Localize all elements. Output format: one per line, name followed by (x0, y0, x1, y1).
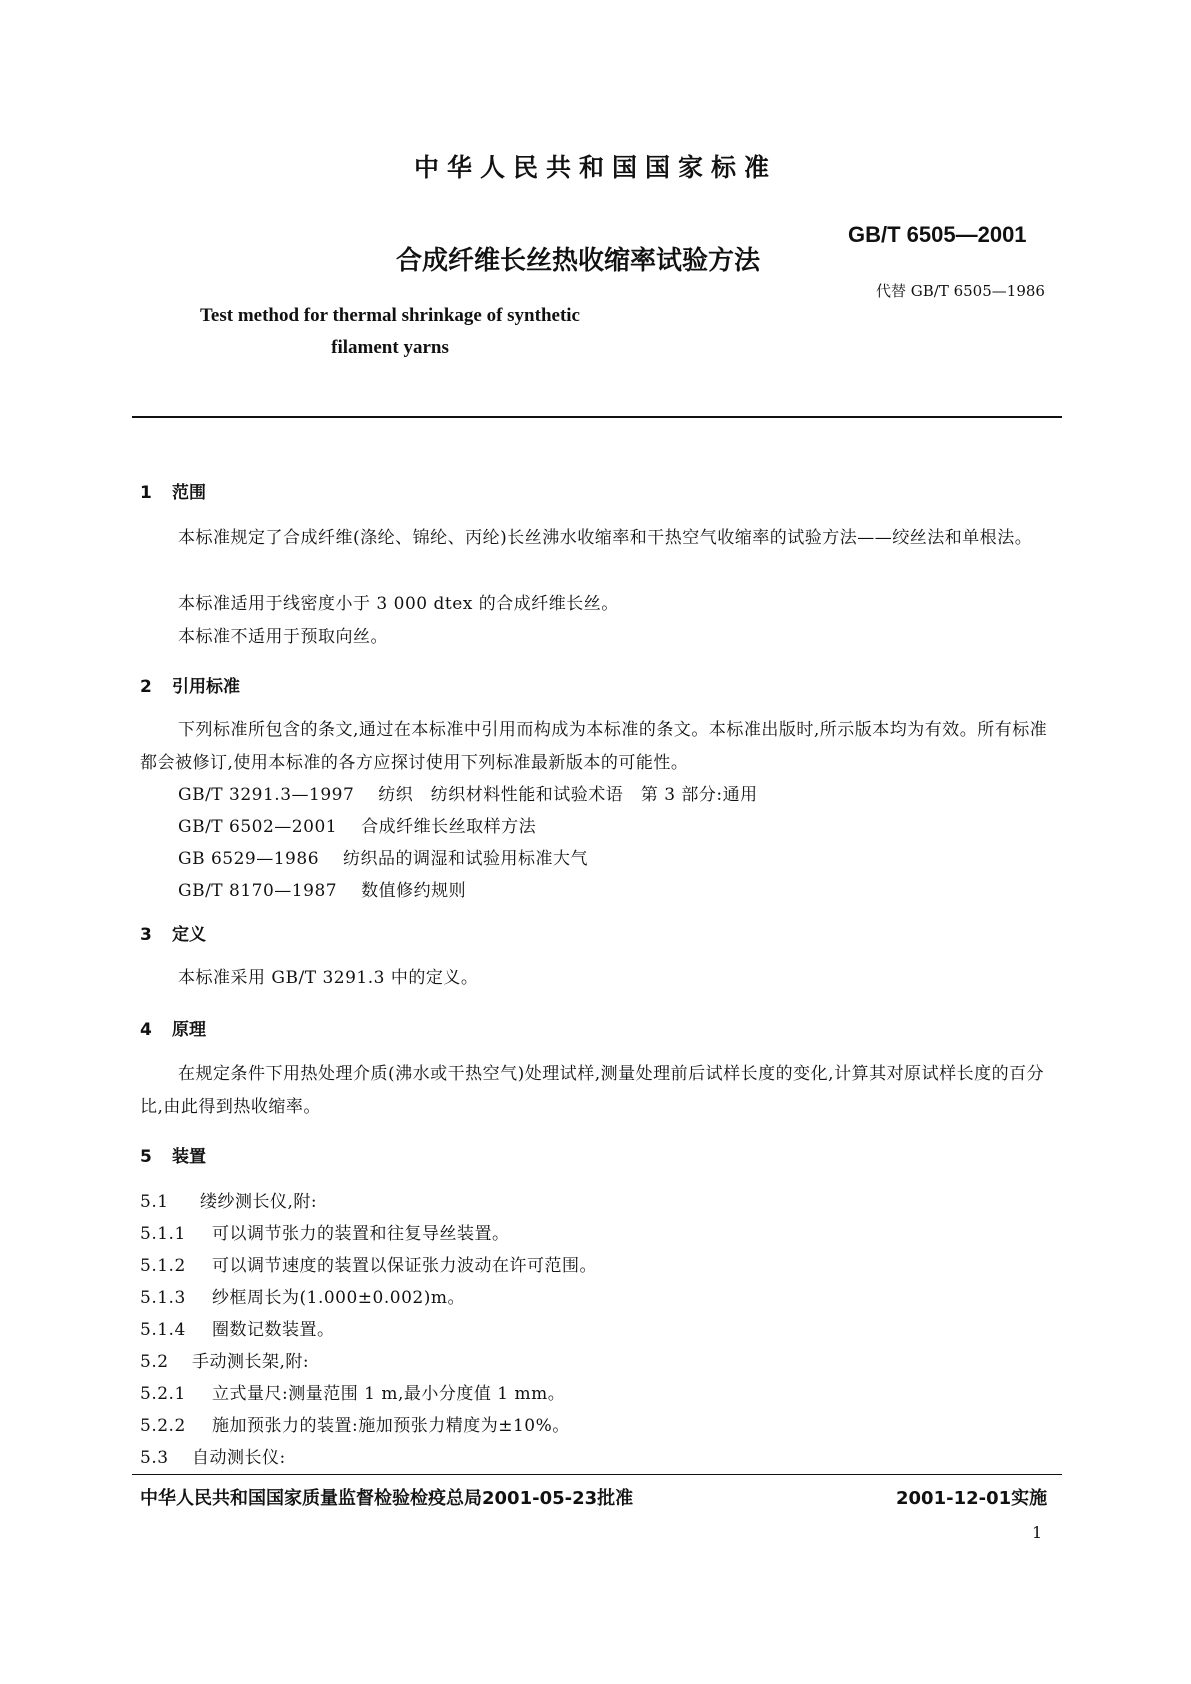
item-number: 5.2 (140, 1352, 169, 1372)
item-number: 5.1.3 (140, 1288, 186, 1308)
reference-item (178, 812, 536, 837)
section-3-heading (140, 920, 206, 945)
reference-code: GB/T 6502—2001 (178, 817, 338, 837)
section-number: 3 (140, 925, 152, 945)
footer-divider (132, 1474, 1062, 1475)
section-1-heading (140, 478, 206, 503)
equipment-item (140, 1411, 570, 1436)
section-3-para-1: 本标准采用 GB/T 3291.3 中的定义。 (178, 968, 479, 988)
section-title: 装置 (172, 1147, 206, 1167)
item-text: 圈数记数装置。 (212, 1320, 335, 1340)
section-2-para-1: 下列标准所包含的条文,通过在本标准中引用而构成为本标准的条文。本标准出版时,所示版本均为有效。所有标准都会被修订,使用本标准的各方应探讨使用下列标准最新版本的可能性。 (140, 720, 1048, 773)
item-text: 可以调节张力的装置和往复导丝装置。 (212, 1224, 510, 1244)
item-text: 缕纱测长仪,附: (200, 1192, 318, 1212)
section-1-para-2: 本标准适用于线密度小于 3 000 dtex 的合成纤维长丝。 (178, 594, 619, 614)
item-number: 5.1.4 (140, 1320, 186, 1340)
national-standard-title: 中华人民共和国国家标准 (413, 153, 777, 182)
item-text: 立式量尺:测量范围 1 m,最小分度值 1 mm。 (212, 1384, 566, 1404)
reference-title: 纺织品的调湿和试验用标准大气 (343, 849, 589, 869)
section-title: 引用标准 (172, 677, 240, 697)
reference-code: GB/T 3291.3—1997 (178, 785, 355, 805)
issuing-authority: 中华人民共和国国家质量监督检验检疫总局2001-05-23批准 (140, 1488, 634, 1509)
section-number: 4 (140, 1020, 152, 1040)
replaces-standard: 代替 GB/T 6505—1986 (876, 282, 1045, 300)
equipment-item (140, 1443, 286, 1468)
section-4-heading (140, 1015, 206, 1040)
item-number: 5.3 (140, 1448, 169, 1468)
reference-item (178, 844, 588, 869)
equipment-item (140, 1283, 465, 1308)
section-2-heading (140, 672, 240, 697)
item-number: 5.1.1 (140, 1224, 186, 1244)
equipment-item (140, 1315, 335, 1340)
english-title-line-1: Test method for thermal shrinkage of synthetic (200, 305, 580, 326)
item-text: 可以调节速度的装置以保证张力波动在许可范围。 (212, 1256, 597, 1276)
equipment-item (140, 1379, 565, 1404)
reference-title: 纺织 纺织材料性能和试验术语 第 3 部分:通用 (378, 785, 758, 805)
section-title: 定义 (172, 925, 206, 945)
section-1-para-1: 本标准规定了合成纤维(涤纶、锦纶、丙纶)长丝沸水收缩率和干热空气收缩率的试验方法——绞丝法和单根法。 (178, 528, 1033, 548)
item-text: 自动测长仪: (192, 1448, 286, 1468)
item-number: 5.1.2 (140, 1256, 186, 1276)
equipment-item (140, 1219, 510, 1244)
section-number: 5 (140, 1147, 152, 1167)
equipment-item (140, 1251, 597, 1276)
chinese-title: 合成纤维长丝热收缩率试验方法 (395, 246, 760, 276)
effective-date: 2001-12-01实施 (896, 1488, 1048, 1509)
section-number: 2 (140, 677, 152, 697)
page-number: 1 (1032, 1523, 1043, 1542)
equipment-item (140, 1187, 317, 1212)
item-number: 5.1 (140, 1192, 169, 1212)
reference-title: 数值修约规则 (361, 881, 467, 901)
header-divider (132, 416, 1062, 418)
english-title (0, 300, 1191, 364)
section-number: 1 (140, 483, 152, 503)
reference-title: 合成纤维长丝取样方法 (361, 817, 537, 837)
item-number: 5.2.2 (140, 1416, 186, 1436)
item-text: 手动测长架,附: (192, 1352, 310, 1372)
english-title-line-2: filament yarns (331, 337, 449, 358)
section-title: 原理 (172, 1020, 206, 1040)
section-5-heading (140, 1142, 206, 1167)
section-1-para-3: 本标准不适用于预取向丝。 (178, 627, 388, 647)
item-text: 纱框周长为(1.000±0.002)m。 (212, 1288, 465, 1308)
reference-code: GB 6529—1986 (178, 849, 320, 869)
section-4-para-1: 在规定条件下用热处理介质(沸水或干热空气)处理试样,测量处理前后试样长度的变化,计算其对原试样长度的百分比,由此得到热收缩率。 (140, 1064, 1045, 1117)
equipment-item (140, 1347, 309, 1372)
reference-item (178, 876, 466, 901)
item-text: 施加预张力的装置:施加预张力精度为±10%。 (212, 1416, 570, 1436)
reference-code: GB/T 8170—1987 (178, 881, 338, 901)
item-number: 5.2.1 (140, 1384, 186, 1404)
standard-code: GB/T 6505—2001 (848, 222, 1027, 247)
section-title: 范围 (172, 483, 206, 503)
reference-item (178, 780, 758, 805)
